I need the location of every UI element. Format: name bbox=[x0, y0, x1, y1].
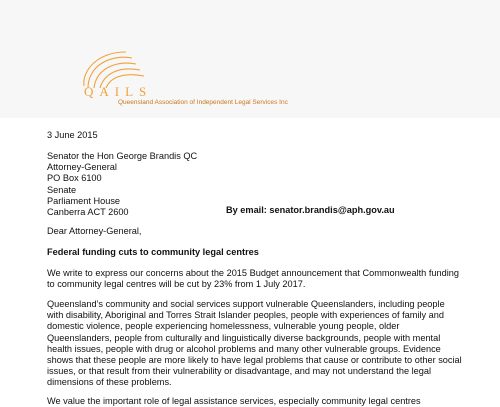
recipient-line: Senator the Hon George Brandis QC bbox=[47, 151, 198, 161]
paragraph: We write to express our concerns about the 2015 Budget announcement that Commonwealth funding to community legal centres will be cut by 23% from 1 July 2017. bbox=[47, 268, 459, 290]
recipient-line: Senate bbox=[47, 184, 77, 195]
organisation-name: Queensland Association of Independent Legal Services Inc bbox=[118, 99, 288, 106]
letter-date: 3 June 2015 bbox=[47, 130, 98, 140]
recipient-line: PO Box 6100 bbox=[47, 173, 102, 184]
paragraph: Queensland’s community and social services support vulnerable Queenslanders, including people with disability, Aboriginal and Torres Strait Islander peoples, people with experiences of family and domestic violence, people experiencing homelessness, vulnerable young people, older Queenslanders, people from culturally and linguistically diverse backgrounds, people with mental health issues, people with drug or alcohol problems and many other vulnerable groups. Evidence shows that these people are more likely to have legal problems that cause or contribute to other social issues, or that result from their vulnerability or disadvantage, and may not understand the legal dimensions of these problems. bbox=[47, 299, 462, 388]
qails-logo-wordmark: QAILS bbox=[84, 84, 153, 99]
recipient-line: Parliament House bbox=[47, 195, 121, 206]
salutation: Dear Attorney-General, bbox=[47, 226, 142, 236]
paragraph: We value the important role of legal assistance services, especially community legal centres bbox=[47, 396, 421, 406]
recipient-line: Canberra ACT 2600 bbox=[47, 207, 129, 218]
subject-heading: Federal funding cuts to community legal centres bbox=[47, 247, 259, 257]
delivery-method: By email: senator.brandis@aph.gov.au bbox=[226, 205, 395, 215]
recipient-line: Attorney-General bbox=[47, 162, 117, 173]
recipient-address bbox=[47, 151, 197, 218]
